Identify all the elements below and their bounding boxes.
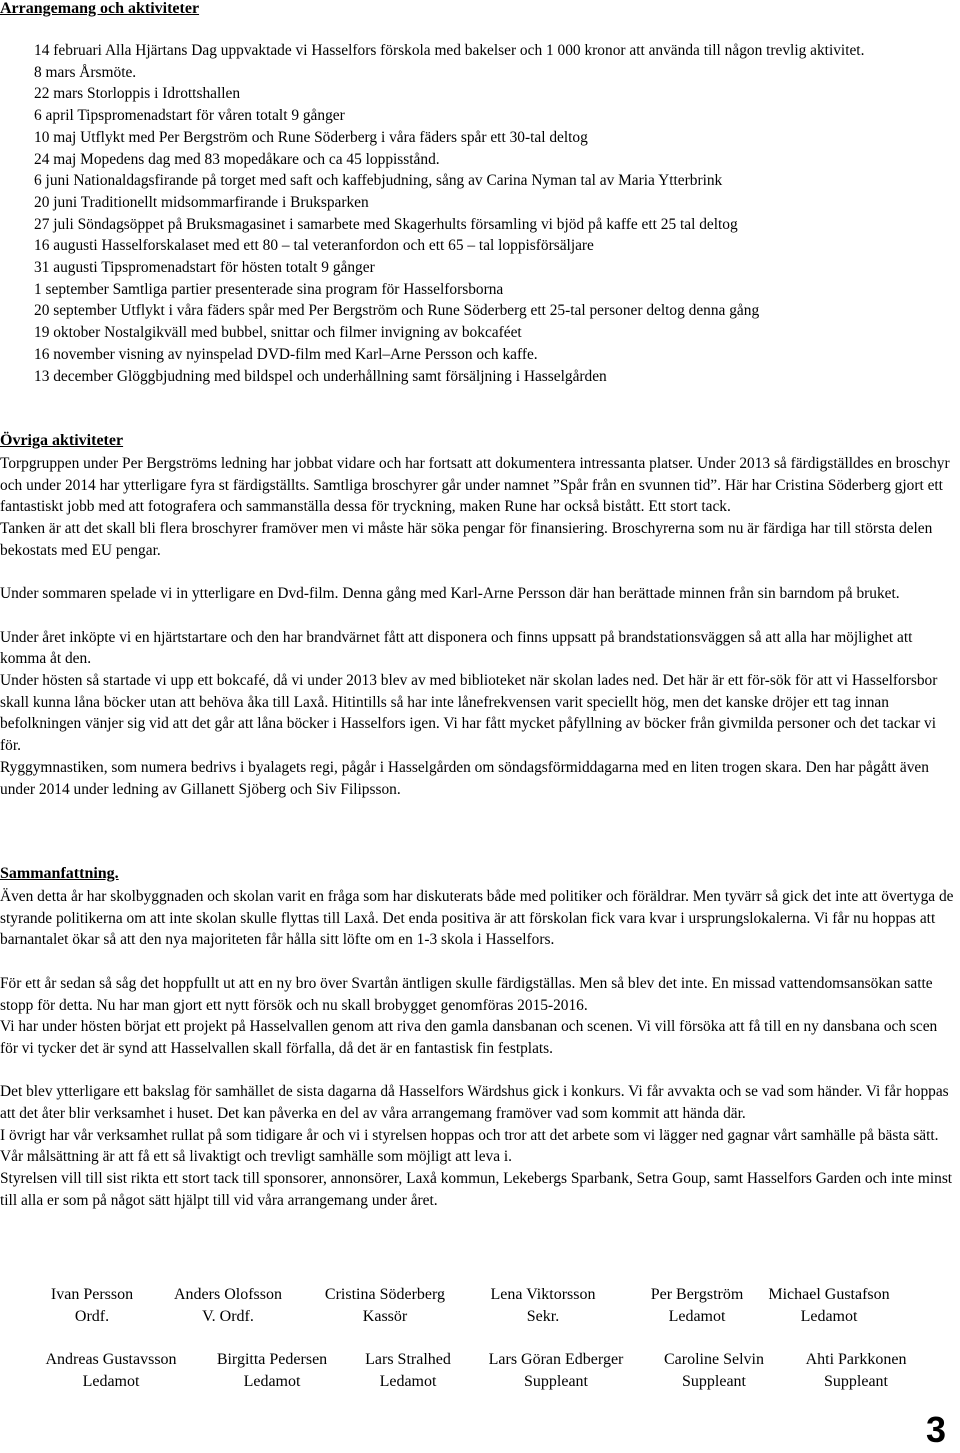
ovriga-paragraph: Under sommaren spelade vi in ytterligare en Dvd-film. Denna gång med Karl-Arne Persson där han berättade minnen från sin barndom på bruket.: [0, 585, 900, 603]
event-item: 24 maj Mopedens dag med 83 mopedåkare och ca 45 loppisstånd.: [34, 150, 440, 168]
events-list: [34, 40, 958, 387]
signature-role: Suppleant: [682, 1373, 746, 1390]
signature-name: Cristina Söderberg: [324, 1286, 446, 1303]
sammanfattning-paragraph: Vi har under hösten börjat ett projekt på Hasselvallen genom att riva den gamla dansbanan och scenen. Vi vill försöka att få till en ny dansbana och scen för vi tycker det är synd att Hasselvallen skall förfalla, då det är en fantastisk fin festplats.: [0, 1018, 938, 1057]
sammanfattning-paragraph: I övrigt har vår verksamhet rullat på som tidigare år och vi i styrelsen hoppas och tror att det arbete som vi lägger ned gagnar vårt samhälle på bästa sätt. Vår målsättning är att få ett så livaktigt och trevligt samhälle som möjligt att leva i.: [0, 1126, 939, 1166]
event-item: 6 juni Nationaldagsfirande på torget med saft och kaffebjudning, sång av Carina Nyman tal av Maria Ytterbrink: [34, 172, 723, 190]
page-number: 3: [925, 1409, 946, 1450]
signature-name: Per Bergström: [650, 1286, 744, 1303]
event-item: 1 september Samtliga partier presenterade sina program för Hasselforsborna: [34, 280, 504, 298]
signature-name: Ivan Persson: [50, 1286, 134, 1303]
ovriga-paragraph: Tanken är att det skall bli flera broschyrer framöver men vi måste här söka pengar för finansiering. Broschyrerna som nu är färdiga har till största delen bekostats med EU pengar.: [0, 520, 933, 559]
ovriga-paragraph: Under hösten så startade vi upp ett bokcafé, då vi under 2013 blev av med biblioteket när skolan lades ned. Det här är ett för-sök för att vi Hasselforsbor skall kunna låna böcker utan att behöva åka till Laxå. Hitintills så har inte lånefrekvensen varit speciellt hög, men det kanske dröjer ett tag innan befolkningen vänjer sig vid att det går att låna böcker i Hasselfors igen. Vi har fått mycket påfyllning av böcker från givmilda personer och det tackar vi för.: [0, 672, 938, 755]
signature-role: Ledamot: [243, 1373, 301, 1390]
signature-role: Ledamot: [800, 1308, 858, 1325]
sammanfattning-section: [0, 886, 958, 1212]
signature-name: Birgitta Pedersen: [216, 1351, 328, 1368]
event-item: 16 november visning av nyinspelad DVD-film med Karl–Arne Persson och kaffe.: [34, 345, 538, 363]
sammanfattning-paragraph: Styrelsen vill till sist rikta ett stort tack till sponsorer, annonsörer, Laxå kommun, Lekebergs Sparbank, Setra Goup, samt Hasselfors Garden och inte minst till alla er som på något sätt hjälpt till vid våra arrangemang under året.: [0, 1170, 953, 1209]
sammanfattning-paragraph: För ett år sedan så såg det hoppfullt ut att en ny bro över Svartån äntligen skulle färdigställas. Men så blev det inte. En missad vattendomsansökan satte stopp för detta. Nu har man gjort ett nytt försök och nu skall brobygget genomföras 2015-2016.: [0, 974, 933, 1014]
signature-block: [466, 1349, 646, 1393]
signature-name: Anders Olofsson: [174, 1286, 282, 1303]
event-item: 10 maj Utflykt med Per Bergström och Rune Söderberg i våra fäders spår ett 30-tal deltog: [34, 128, 588, 146]
heading-sammanfattning: Sammanfattning.: [0, 865, 119, 882]
signature-name: Lena Viktorsson: [490, 1286, 596, 1303]
signature-role: Sekr.: [526, 1308, 560, 1325]
sammanfattning-paragraph: Även detta år har skolbyggnaden och skolan varit en fråga som har diskuterats både med politiker och föräldrar. Men tyvärr så gick det inte att övertyga de styrande politikerna om att inte skolan skulle flyttas till Laxå. Det enda positiva är att förskolan fick vara kvar i ursprungslokalerna. Vi får nu hoppas att barnantalet ökar så att den nya majoriteten får hålla sitt löfte om en 1-3 skola i Hasselfors.: [0, 888, 954, 949]
signature-name: Lars Stralhed: [365, 1351, 451, 1368]
ovriga-paragraph: Under året inköpte vi en hjärtstartare och den har brandvärnet fått att disponera och finns uppsatt på brandstationsväggen så att alla har möjlighet att komma åt den.: [0, 628, 913, 668]
event-item: 16 augusti Hasselforskalaset med ett 80 – tal veteranfordon och ett 65 – tal loppisförsäljare: [34, 237, 594, 255]
signature-role: Ordf.: [74, 1308, 110, 1325]
ovriga-paragraph: Torpgruppen under Per Bergströms ledning har jobbat vidare och har fortsatt att dokumentera intressanta platser. Under 2013 så färdigställdes en broschyr och under 2014 har ytterligare fyra st färdigställts. Samtliga broschyrer går under namnet ”Spår från en svunnen tid”. Här har Cristina Söderberg gjort ett fantastiskt jobb med att fotografera och sammanställa dessa för tryckning, maken Rune har också bistått. Ett stort tack.: [0, 455, 950, 516]
ovriga-paragraph: Ryggymnastiken, som numera bedrivs i byalagets regi, pågår i Hasselgården om söndagsförmiddagarna med en liten trogen skara. Den har pågått även under 2014 under ledning av Gillanett Sjöberg och Siv Filipsson.: [0, 758, 929, 798]
event-item: 27 juli Söndagsöppet på Bruksmagasinet i samarbete med Skagerhults församling vi bjöd på kaffe ett 25 tal deltog: [34, 215, 738, 233]
signature-role: Kassör: [362, 1308, 408, 1325]
signature-role: Ledamot: [668, 1308, 726, 1325]
signature-block: [739, 1284, 919, 1328]
event-item: 14 februari Alla Hjärtans Dag uppvaktade vi Hasselfors förskola med bakelser och 1 000 kronor att använda till någon trevlig aktivitet.: [34, 42, 865, 59]
event-item: 20 juni Traditionellt midsommarfirande i Bruksparken: [34, 193, 369, 211]
signature-role: V. Ordf.: [202, 1308, 254, 1325]
signature-block: [21, 1349, 201, 1393]
signature-block: [295, 1284, 475, 1328]
signature-row-members: [0, 1349, 958, 1393]
event-item: 8 mars Årsmöte.: [34, 63, 137, 81]
heading-ovriga: Övriga aktiviteter: [0, 432, 124, 449]
signature-name: Caroline Selvin: [664, 1351, 764, 1368]
signature-role: Ledamot: [379, 1373, 437, 1390]
sammanfattning-paragraph: Det blev ytterligare ett bakslag för samhället de sista dagarna då Hasselfors Wärdshus gick i konkurs. Vi får avvakta och se vad som händer. Vi får hoppas att det åter blir verksamhet i huset. Det kan påverka en del av våra arrangemang framöver vad som kommit att hända där.: [0, 1083, 949, 1122]
ovriga-section: [0, 453, 958, 800]
signature-role: Suppleant: [524, 1373, 588, 1390]
signature-name: Ahti Parkkonen: [805, 1351, 907, 1368]
event-item: 6 april Tipspromenadstart för våren totalt 9 gånger: [34, 107, 345, 125]
signature-block: [138, 1284, 318, 1328]
signature-role: Suppleant: [824, 1373, 888, 1390]
signature-name: Andreas Gustavsson: [45, 1351, 177, 1368]
event-item: 31 augusti Tipspromenadstart för hösten totalt 9 gånger: [34, 259, 375, 277]
event-item: 22 mars Storloppis i Idrottshallen: [34, 85, 241, 103]
event-item: 13 december Glöggbjudning med bildspel och underhållning samt försäljning i Hasselgården: [34, 367, 607, 385]
signature-block: [453, 1284, 633, 1328]
event-item: 19 oktober Nostalgikväll med bubbel, snittar och filmer invigning av bokcaféet: [34, 324, 522, 342]
signature-row-board: [0, 1284, 958, 1328]
event-item: 20 september Utflykt i våra fäders spår med Per Bergström och Rune Söderberg ett 25-tal personer deltog denna gång: [34, 302, 760, 320]
signature-name: Michael Gustafson: [768, 1286, 890, 1303]
signature-name: Lars Göran Edberger: [488, 1351, 624, 1368]
signature-role: Ledamot: [82, 1373, 140, 1390]
heading-arrangemang: Arrangemang och aktiviteter: [0, 0, 200, 17]
signature-block: [766, 1349, 946, 1393]
